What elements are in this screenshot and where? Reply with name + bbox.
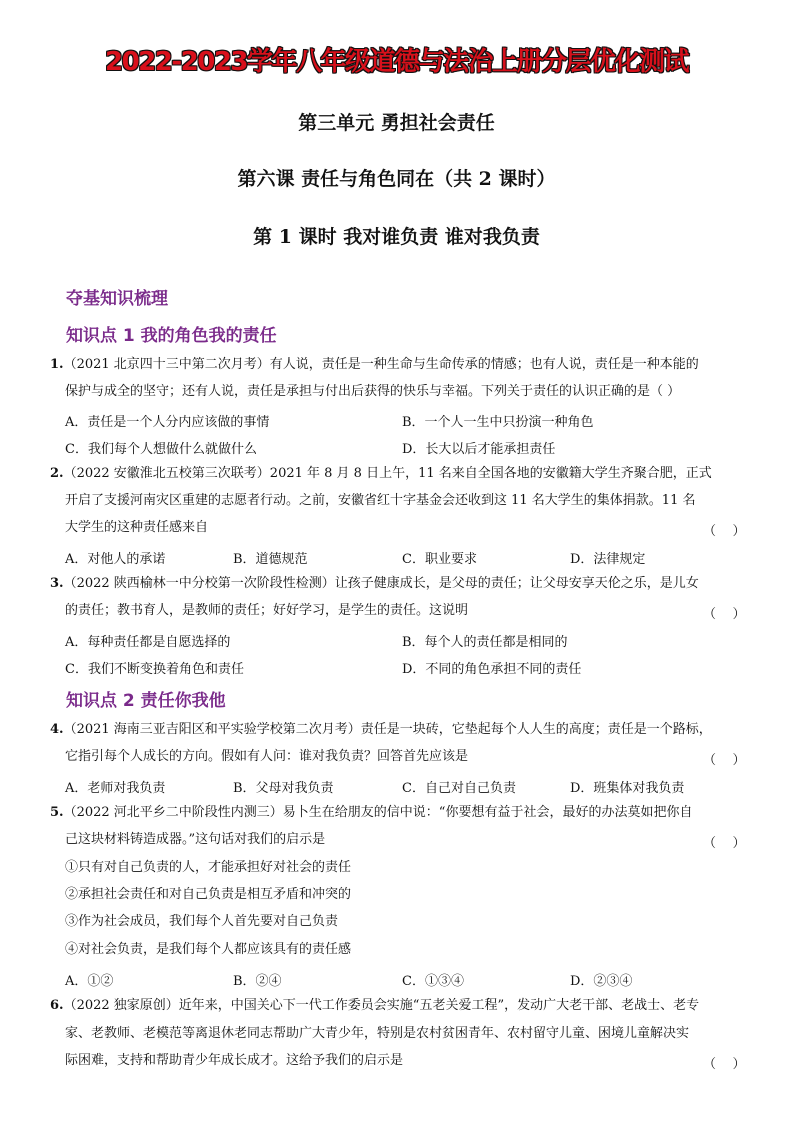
question-number: 2. <box>50 466 64 481</box>
answer-blank: （ ） <box>703 836 746 851</box>
question-text: （2022 独家原创）近年来，中国关心下一代工作委员会实施“五老关爱工程”，发动广大老干部、老战士、老专 <box>63 998 700 1013</box>
option-b: B．一个人一生中只扮演一种角色 <box>402 415 594 430</box>
question-number: 3. <box>50 576 64 591</box>
option-a: A．对他人的承诺 <box>65 552 166 567</box>
question-number: 1. <box>50 357 64 372</box>
answer-blank: （ ） <box>703 524 746 539</box>
question-text: 大学生的这种责任感来自 <box>65 520 209 535</box>
document-title: 2022-2023学年八年级道德与法治上册分层优化测试 <box>104 47 689 77</box>
option-a: A．老师对我负责 <box>65 781 166 796</box>
statement-4: ④对社会负责，是我们每个人都应该具有的责任感 <box>65 942 352 957</box>
question-text: （2022 河北平乡二中阶段性内测三）易卜生在给朋友的信中说：“你要想有益于社会，最好的办法莫如把你自 <box>63 805 693 820</box>
option-c: C．我们每个人想做什么就做什么 <box>65 442 257 457</box>
answer-blank: （ ） <box>703 1057 746 1072</box>
question-text: 开启了支援河南灾区重建的志愿者行动。之前，安徽省红十字基金会还收到这 11 名大学生的集体捐款。11 名 <box>65 493 696 508</box>
question-text: （2022 安徽淮北五校第三次联考）2021 年 8 月 8 日上午，11 名来自全国各地的安徽籍大学生齐聚合肥，正式 <box>63 466 712 481</box>
option-b: B．道德规范 <box>233 552 308 567</box>
question-number: 5. <box>50 805 64 820</box>
question-text: 家、老教师、老模范等离退休老同志帮助广大青少年，特别是农村贫困青年、农村留守儿童、困境儿童解决实 <box>65 1026 690 1041</box>
section-heading: 夺基知识梳理 <box>66 289 168 309</box>
question-number: 4. <box>50 722 64 737</box>
option-c: C．职业要求 <box>402 552 477 567</box>
option-a: A．①② <box>65 974 114 989</box>
option-b: B．②④ <box>233 974 282 989</box>
knowledge-point-2: 知识点 2 责任你我他 <box>66 691 226 711</box>
statement-3: ③作为社会成员，我们每个人首先要对自己负责 <box>65 914 339 929</box>
option-d: D．不同的角色承担不同的责任 <box>402 662 582 677</box>
option-c: C．自己对自己负责 <box>402 781 516 796</box>
option-d: D．②③④ <box>570 974 633 989</box>
option-c: C．①③④ <box>402 974 464 989</box>
question-text: （2021 北京四十三中第二次月考）有人说，责任是一种生命与生命传承的情感；也有人说，责任是一种本能的 <box>63 357 699 372</box>
statement-1: ①只有对自己负责的人，才能承担好对社会的责任 <box>65 860 352 875</box>
question-text: 它指引每个人成长的方向。假如有人问：谁对我负责？回答首先应该是 <box>65 749 469 764</box>
question-text: 的责任；教书育人，是教师的责任；好好学习，是学生的责任。这说明 <box>65 603 469 618</box>
period-heading: 第 1 课时 我对谁负责 谁对我负责 <box>253 226 540 248</box>
option-b: B．每个人的责任都是相同的 <box>402 635 568 650</box>
unit-heading: 第三单元 勇担社会责任 <box>298 112 495 134</box>
option-b: B．父母对我负责 <box>233 781 334 796</box>
question-text: 际困难，支持和帮助青少年成长成才。这给予我们的启示是 <box>65 1053 404 1068</box>
question-number: 6. <box>50 998 64 1013</box>
question-text: （2021 海南三亚吉阳区和平实验学校第二次月考）责任是一块砖，它垫起每个人人生的高度；责任是一个路标， <box>63 722 712 737</box>
answer-blank: （ ） <box>703 607 746 622</box>
option-d: D．长大以后才能承担责任 <box>402 442 556 457</box>
option-d: D．班集体对我负责 <box>570 781 685 796</box>
option-d: D．法律规定 <box>570 552 646 567</box>
question-text: 己这块材料铸造成器。”这句话对我们的启示是 <box>65 832 326 847</box>
question-text: 保护与成全的坚守；还有人说，责任是承担与付出后获得的快乐与幸福。下列关于责任的认识正确的是（ ） <box>65 384 681 399</box>
answer-blank: （ ） <box>703 753 746 768</box>
option-a: A．责任是一个人分内应该做的事情 <box>65 415 270 430</box>
question-text: （2022 陕西榆林一中分校第一次阶段性检测）让孩子健康成长，是父母的责任；让父母安享天伦之乐，是儿女 <box>63 576 699 591</box>
statement-2: ②承担社会责任和对自己负责是相互矛盾和冲突的 <box>65 887 352 902</box>
option-a: A．每种责任都是自愿选择的 <box>65 635 231 650</box>
lesson-heading: 第六课 责任与角色同在（共 2 课时） <box>237 168 556 190</box>
knowledge-point-1: 知识点 1 我的角色我的责任 <box>66 326 277 346</box>
option-c: C．我们不断变换着角色和责任 <box>65 662 244 677</box>
